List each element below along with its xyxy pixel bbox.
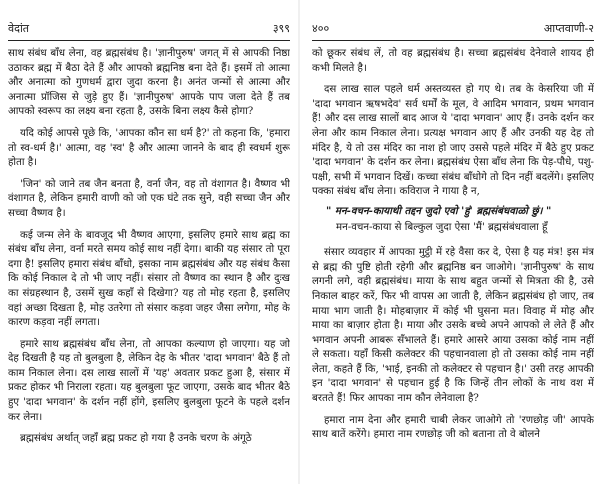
right-header-title: आप्तवाणी-२: [543, 22, 594, 35]
right-page-body: [312, 41, 594, 443]
book-gutter: [298, 0, 300, 484]
left-page-header: [8, 18, 290, 41]
hindi-quote-translation: मन-वचन-काया से बिल्कुल जुदा ऐसा 'मैं' ब्रह्मसंबंधवाला हूँ: [336, 221, 548, 233]
right-paragraph-4: हमारा नाम देना और हमारी चाबी लेकर जाओगे तो 'रणछोड़ जी' आपके साथ बातें करेंगे। हमारा नाम रणछोड़ जी को बताना तो वे बोलने: [312, 414, 594, 441]
left-paragraph-6: ब्रह्मसंबंध अर्थात् जहाँ ब्रह्म प्रकट हो गया है उनके चरण के अंगूठे: [20, 433, 252, 445]
right-paragraph-1: को छूकर संबंध लें, तो वह ब्रह्मसंबंध है। सच्चा ब्रह्मसंबंध देनेवाले शायद ही कभी मिलते है।: [312, 48, 594, 74]
left-paragraph-2: यदि कोई आपसे पूछे कि, 'आपका कौन सा धर्म है?' तो कहना कि, 'हमारा तो स्व-धर्म है।' आत्मा, वह 'स्व' है और आत्मा जानने के बाद ही स्वधर्म शुरू होता है।: [8, 127, 290, 169]
left-paragraph-3: 'जिन' को जाने तब जैन बनता है, वर्ना जैन, वह तो वंशागत है। वैष्णव भी वंशागत है, लेकिन हमारी वाणी को जो एक घंटे तक सुने, वही सच्चा जैन और सच्चा वैष्णव है।: [8, 178, 290, 219]
right-page-number: ४००: [312, 22, 330, 35]
left-header-title: वेदांत: [8, 22, 30, 35]
left-paragraph-5: हमारे साथ ब्रह्मसंबंध बाँध लेना, तो आपका कल्याण हो जाएगा। यह जो देह दिखती है यह तो बुलबुला है, लेकिन देह के भीतर 'दादा भगवान' बैठे हैं तो काम निकाल लेना। दस लाख सालों में 'यह' अवतार प्रकट हुआ है, संसार में प्रकट होकर भी निराला रहता। यह बुलबुला फूट जाएगा, उसके बाद भीतर बैठे हुए 'दादा भगवान' के दर्शन नहीं होंगे, इसलिए बुलबुला फूटने के पहले दर्शन कर लेना।: [8, 338, 290, 423]
right-paragraph-3: संसार व्यवहार में आपका मुट्ठी में रहे वैसा कर दे, ऐसा है यह मंत्र! इस मंत्र से ब्रह्म की पुष्टि होती रहेगी और ब्रह्मनिष्ठ बन जाओगे। 'ज्ञानीपुरुष' के साथ लगनी लगे, वही ब्रह्मसंबंध। माया के साथ बहुत जन्मों से मित्रता की है, उसे निकाल बाहर करें, फिर भी वापस आ जाती है, लेकिन ब्रह्मसंबंध हो जाए, तब माया भाग जाती है। मोहबाज़ार में कोई भी घुसना मत। विवाह में मोह और माया का बाज़ार होता है। माया और उसके बच्चे अपने आपको ले लेते हैं और भगवान अपनी आबरू सँभालते हैं। हमारे आसरे आया उसका कोई नाम नहीं ले सकता। यहाँ किसी कलेक्टर की पहचानवाला हो तो उसका कोई नाम नहीं लेता, कहते हैं कि, 'भाई, इनकी तो कलेक्टर से पहचान है।' उसी तरह आपकी इन 'दादा भगवान' से पहचान हुई है कि जिन्हें तीन लोकों के नाथ वश में बरतते हैं! फिर आपका नाम कौन लेनेवाला है?: [312, 247, 594, 405]
gujarati-quote: " मन-वचन-कायाथी तद्दन जुदो एवो 'हुं' ब्रह्मसंबंधवाळो छुं। ": [326, 204, 552, 217]
left-page-body: [8, 41, 290, 447]
right-page-header: [312, 18, 594, 41]
left-paragraph-4: कई जन्म लेने के बावजूद भी वैष्णव आएगा, इसलिए हमारे साथ ब्रह्म का संबंध बाँध लेना, वर्ना मरते समय कोई साथ नहीं देगा। बाकी यह संसार तो पूरा दगा है! इसलिए हमारा संबंध बाँधो, इसका नाम ब्रह्मसंबंध और यह संबंध कैसा कि कोई निकाल दे तो भी जाए नहीं। संसार तो वैष्णव का स्थान है और दुःख का संग्रहस्थान है, उसमें सुख कहाँ से दिखेगा? यह तो मोह रहता है, इसलिए वहां अच्छा दिखता है, मोह उतरेगा तो संसार कड़वा जहर जैसा लगेगा, मोह के कारण कड़वा नहीं लगता।: [8, 229, 290, 329]
left-paragraph-1: साथ संबंध बाँध लेना, वह ब्रह्मसंबंध है। 'ज्ञानीपुरुष' जगत् में से आपकी निष्ठा उठाकर ब्रह्म में बैठा देते हैं और आपको ब्रह्मनिष्ठ बना देते हैं। इसमें तो आत्मा और अनात्मा को गुणधर्म द्वारा जुदा करना है। अनंत जन्मों से आत्मा और अनात्मा प्रॉजिस से जुड़े हुए हैं। 'ज्ञानीपुरुष' आपके पाप जला देते हैं तब आपको स्वरूप का लक्ष्य बना रहता है, उसके बिना लक्ष्य कैसे होगा?: [8, 48, 290, 118]
left-page-number: ३९९: [272, 22, 290, 35]
right-paragraph-2: दस लाख साल पहले धर्म अस्तव्यस्त हो गए थे। तब के केसरिया जी में 'दादा भगवान ऋषभदेव' सर्व धर्मों के मूल, वे आदिम भगवान, प्रथम भगवान हैं! और दस लाख सालों बाद आज ये 'दादा भगवान' आए हैं। उनके दर्शन कर लेना और काम निकाल लेना। प्रत्यक्ष भगवान आए हैं और उनकी यह देह तो मंदिर है, ये तो उस मंदिर का नाश हो जाए उससे पहले मंदिर में बैठे हुए प्रकट 'दादा भगवान' के दर्शन कर लेना। ब्रह्मसंबंध ऐसा बाँध लेना कि पेड़-पौधे, पशु-पक्षी, सभी में भगवान दिखें। कच्चा संबंध बाँधोगे तो दिन नहीं बदलेंगे। इसलिए पक्का संबंध बाँध लेना। कविराज ने गाया है न,: [312, 84, 594, 198]
left-page: [8, 0, 290, 484]
right-page: [312, 0, 594, 484]
